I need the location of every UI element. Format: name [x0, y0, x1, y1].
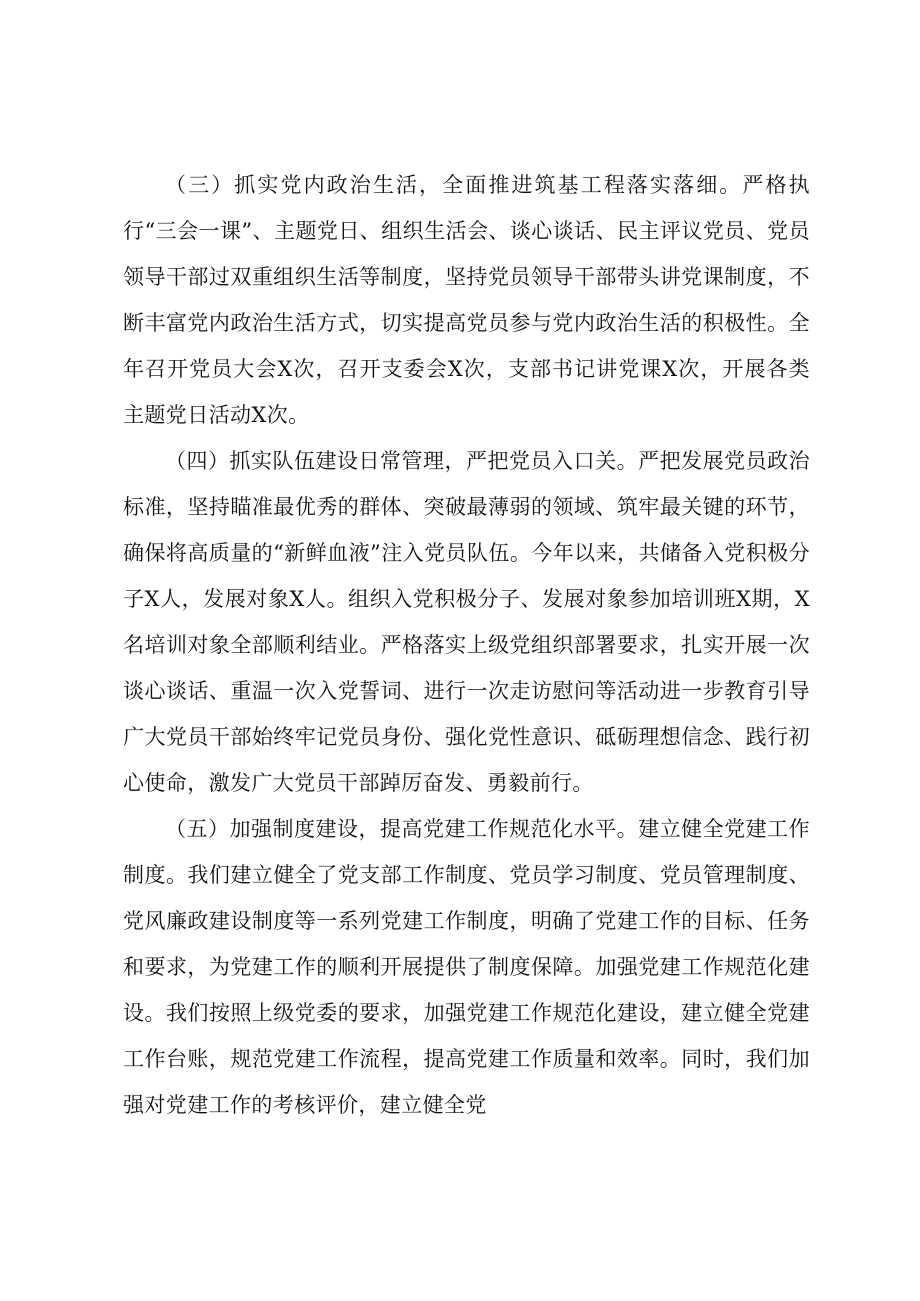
paragraph-section-4: （四）抓实队伍建设日常管理，严把党员入口关。严把发展党员政治标准，坚持瞄准最优秀的群体、突破最薄弱的领域、筑牢最关键的环节，确保将高质量的“新鲜血液”注入党员队伍。今年以来，共储备入党积极分子X人，发展对象X人。组织入党积极分子、发展对象参加培训班X期，X名培训对象全部顺利结业。严格落实上级党组织部署要求，扎实开展一次谈心谈话、重温一次入党誓词、进行一次走访慰问等活动进一步教育引导广大党员干部始终牢记党员身份、强化党性意识、砥砺理想信念、践行初心使命，激发广大党员干部踔厉奋发、勇毅前行。 [123, 449, 810, 795]
document-body [123, 162, 810, 1128]
paragraph-section-3: （三）抓实党内政治生活，全面推进筑基工程落实落细。严格执行“三会一课”、主题党日、组织生活会、谈心谈话、民主评议党员、党员领导干部过双重组织生活等制度，坚持党员领导干部带头讲党课制度，不断丰富党内政治生活方式，切实提高党员参与党内政治生活的积极性。全年召开党员大会X次，召开支委会X次，支部书记讲党课X次，开展各类主题党日活动X次。 [123, 173, 810, 427]
paragraph-section-5: （五）加强制度建设，提高党建工作规范化水平。建立健全党建工作制度。我们建立健全了党支部工作制度、党员学习制度、党员管理制度、党风廉政建设制度等一系列党建工作制度，明确了党建工作的目标、任务和要求，为党建工作的顺利开展提供了制度保障。加强党建工作规范化建设。我们按照上级党委的要求，加强党建工作规范化建设，建立健全党建工作台账，规范党建工作流程，提高党建工作质量和效率。同时，我们加强对党建工作的考核评价，建立健全党 [123, 817, 810, 1117]
